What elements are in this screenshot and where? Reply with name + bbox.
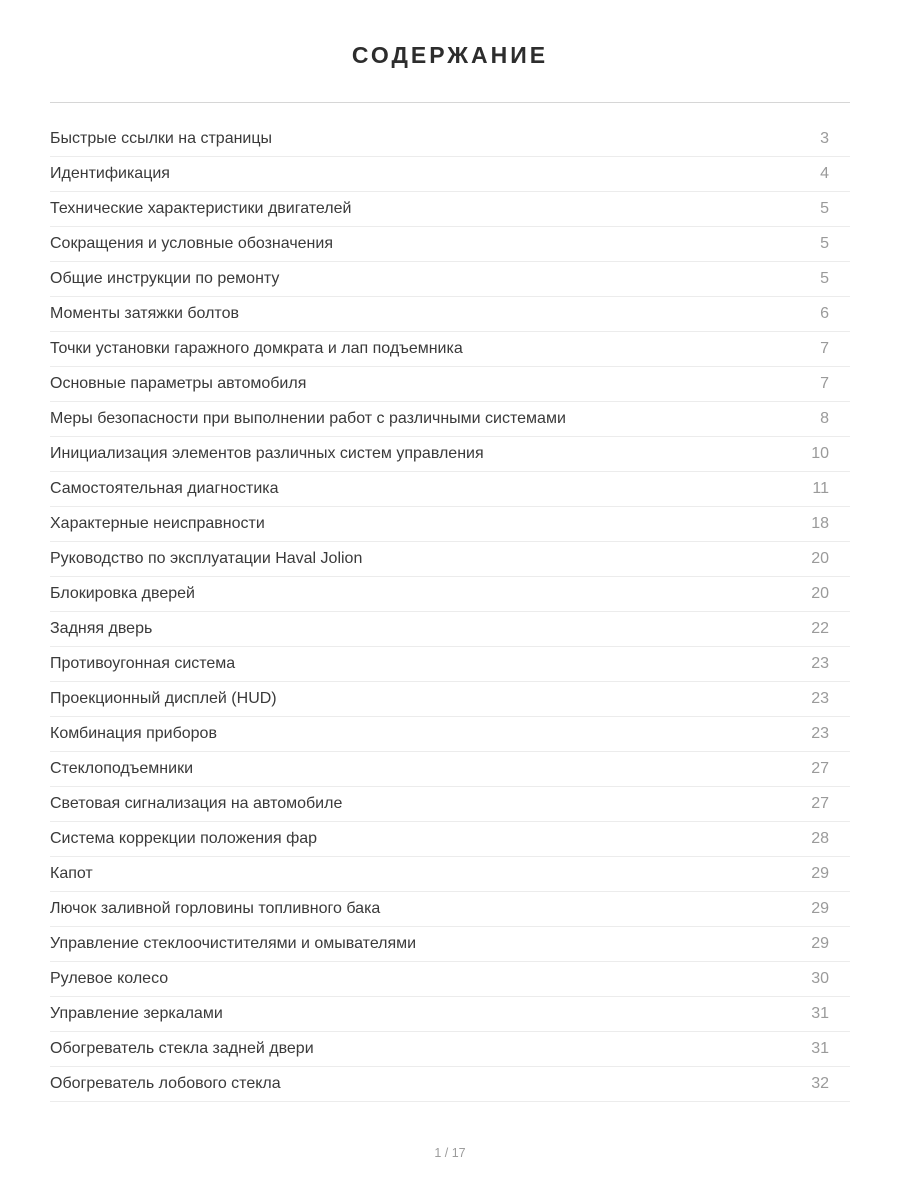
toc-entry-page: 29	[811, 935, 829, 952]
toc-entry[interactable]	[50, 892, 850, 927]
toc-entry[interactable]	[50, 752, 850, 787]
toc-entry-label: Обогреватель стекла задней двери	[50, 1040, 314, 1057]
toc-entry[interactable]	[50, 682, 850, 717]
page-number-indicator: 1 / 17	[434, 1146, 466, 1160]
page-title: СОДЕРЖАНИЕ	[351, 42, 549, 68]
toc-entry[interactable]	[50, 367, 850, 402]
toc-entry-label: Технические характеристики двигателей	[50, 200, 352, 217]
toc-entry-label: Обогреватель лобового стекла	[50, 1075, 281, 1092]
toc-entry-page: 23	[811, 690, 829, 707]
toc-entry-label: Лючок заливной горловины топливного бака	[50, 900, 381, 917]
toc-entry-label: Моменты затяжки болтов	[50, 305, 239, 322]
toc-entry-label: Основные параметры автомобиля	[50, 375, 307, 392]
toc-entry-page: 5	[820, 270, 829, 287]
toc-entry-page: 4	[820, 165, 829, 182]
toc-entry[interactable]	[50, 647, 850, 682]
toc-entry-page: 10	[811, 445, 829, 462]
toc-entry[interactable]	[50, 437, 850, 472]
toc-entry-page: 7	[820, 340, 829, 357]
toc-entry[interactable]	[50, 1067, 850, 1102]
toc-entry-page: 23	[811, 655, 829, 672]
toc-entry[interactable]	[50, 857, 850, 892]
toc-entry[interactable]	[50, 542, 850, 577]
toc-entry-page: 31	[811, 1040, 829, 1057]
toc-entry-page: 27	[811, 760, 829, 777]
toc-entry[interactable]	[50, 227, 850, 262]
toc-entry[interactable]	[50, 402, 850, 437]
toc-entry-label: Управление зеркалами	[50, 1005, 223, 1022]
toc-entry-label: Сокращения и условные обозначения	[50, 235, 333, 252]
toc-entry[interactable]	[50, 297, 850, 332]
toc-entry[interactable]	[50, 157, 850, 192]
toc-entry-label: Система коррекции положения фар	[50, 830, 318, 847]
toc-entry-label: Инициализация элементов различных систем управления	[50, 445, 484, 462]
toc-entry-label: Идентификация	[50, 165, 170, 182]
toc-entry-page: 31	[811, 1005, 829, 1022]
toc-entry-label: Стеклоподъемники	[50, 760, 193, 777]
toc-entry-label: Управление стеклоочистителями и омывателями	[50, 935, 417, 952]
toc-entry-page: 20	[811, 550, 829, 567]
toc-entry-label: Самостоятельная диагностика	[50, 480, 279, 497]
toc-entry-label: Меры безопасности при выполнении работ с различными системами	[50, 410, 566, 427]
toc-entry-label: Быстрые ссылки на страницы	[50, 130, 273, 147]
toc-entry-label: Капот	[50, 865, 93, 882]
toc-entry-page: 18	[811, 515, 829, 532]
toc-entry-page: 29	[811, 865, 829, 882]
toc-entry-page: 7	[820, 375, 829, 392]
toc-entry[interactable]	[50, 927, 850, 962]
toc-entry-page: 8	[820, 410, 829, 427]
toc-entry-page: 20	[811, 585, 829, 602]
toc-entry-page: 29	[811, 900, 829, 917]
toc-entry-label: Точки установки гаражного домкрата и лап подъемника	[50, 340, 463, 357]
toc-entry-label: Комбинация приборов	[50, 725, 217, 742]
toc-entry-page: 22	[811, 620, 829, 637]
toc-entry[interactable]	[50, 612, 850, 647]
toc-entry[interactable]	[50, 822, 850, 857]
toc-entry[interactable]	[50, 787, 850, 822]
toc-entry-label: Руководство по эксплуатации Haval Jolion	[50, 550, 363, 567]
toc-entry-page: 6	[820, 305, 829, 322]
toc-entry[interactable]	[50, 122, 850, 157]
toc-entry-label: Задняя дверь	[50, 620, 153, 637]
toc-entry-page: 30	[811, 970, 829, 987]
toc-entry-label: Блокировка дверей	[50, 585, 195, 602]
toc-entry-page: 3	[820, 130, 829, 147]
toc-entry-label: Противоугонная система	[50, 655, 236, 672]
toc-entry-page: 5	[820, 235, 829, 252]
toc-entry-label: Проекционный дисплей (HUD)	[50, 690, 277, 707]
toc-entry[interactable]	[50, 997, 850, 1032]
toc-entry-label: Световая сигнализация на автомобиле	[50, 795, 343, 812]
toc-entry-label: Общие инструкции по ремонту	[50, 270, 280, 287]
toc-entry-page: 32	[811, 1075, 829, 1092]
toc-entry[interactable]	[50, 717, 850, 752]
toc-entry[interactable]	[50, 192, 850, 227]
toc-entry-page: 27	[811, 795, 829, 812]
toc-entry[interactable]	[50, 332, 850, 367]
toc-entry-page: 28	[811, 830, 829, 847]
toc-entry-label: Характерные неисправности	[50, 515, 265, 532]
toc-entry[interactable]	[50, 577, 850, 612]
toc-entry[interactable]	[50, 1032, 850, 1067]
toc-entry[interactable]	[50, 962, 850, 997]
toc-entry-page: 23	[811, 725, 829, 742]
toc-entry[interactable]	[50, 262, 850, 297]
toc-entry-page: 5	[820, 200, 829, 217]
toc-entry-label: Рулевое колесо	[50, 970, 169, 987]
toc-list	[50, 122, 850, 1102]
title-divider	[50, 102, 850, 103]
toc-entry-page: 11	[812, 480, 829, 497]
toc-entry[interactable]	[50, 507, 850, 542]
toc-entry[interactable]	[50, 472, 850, 507]
